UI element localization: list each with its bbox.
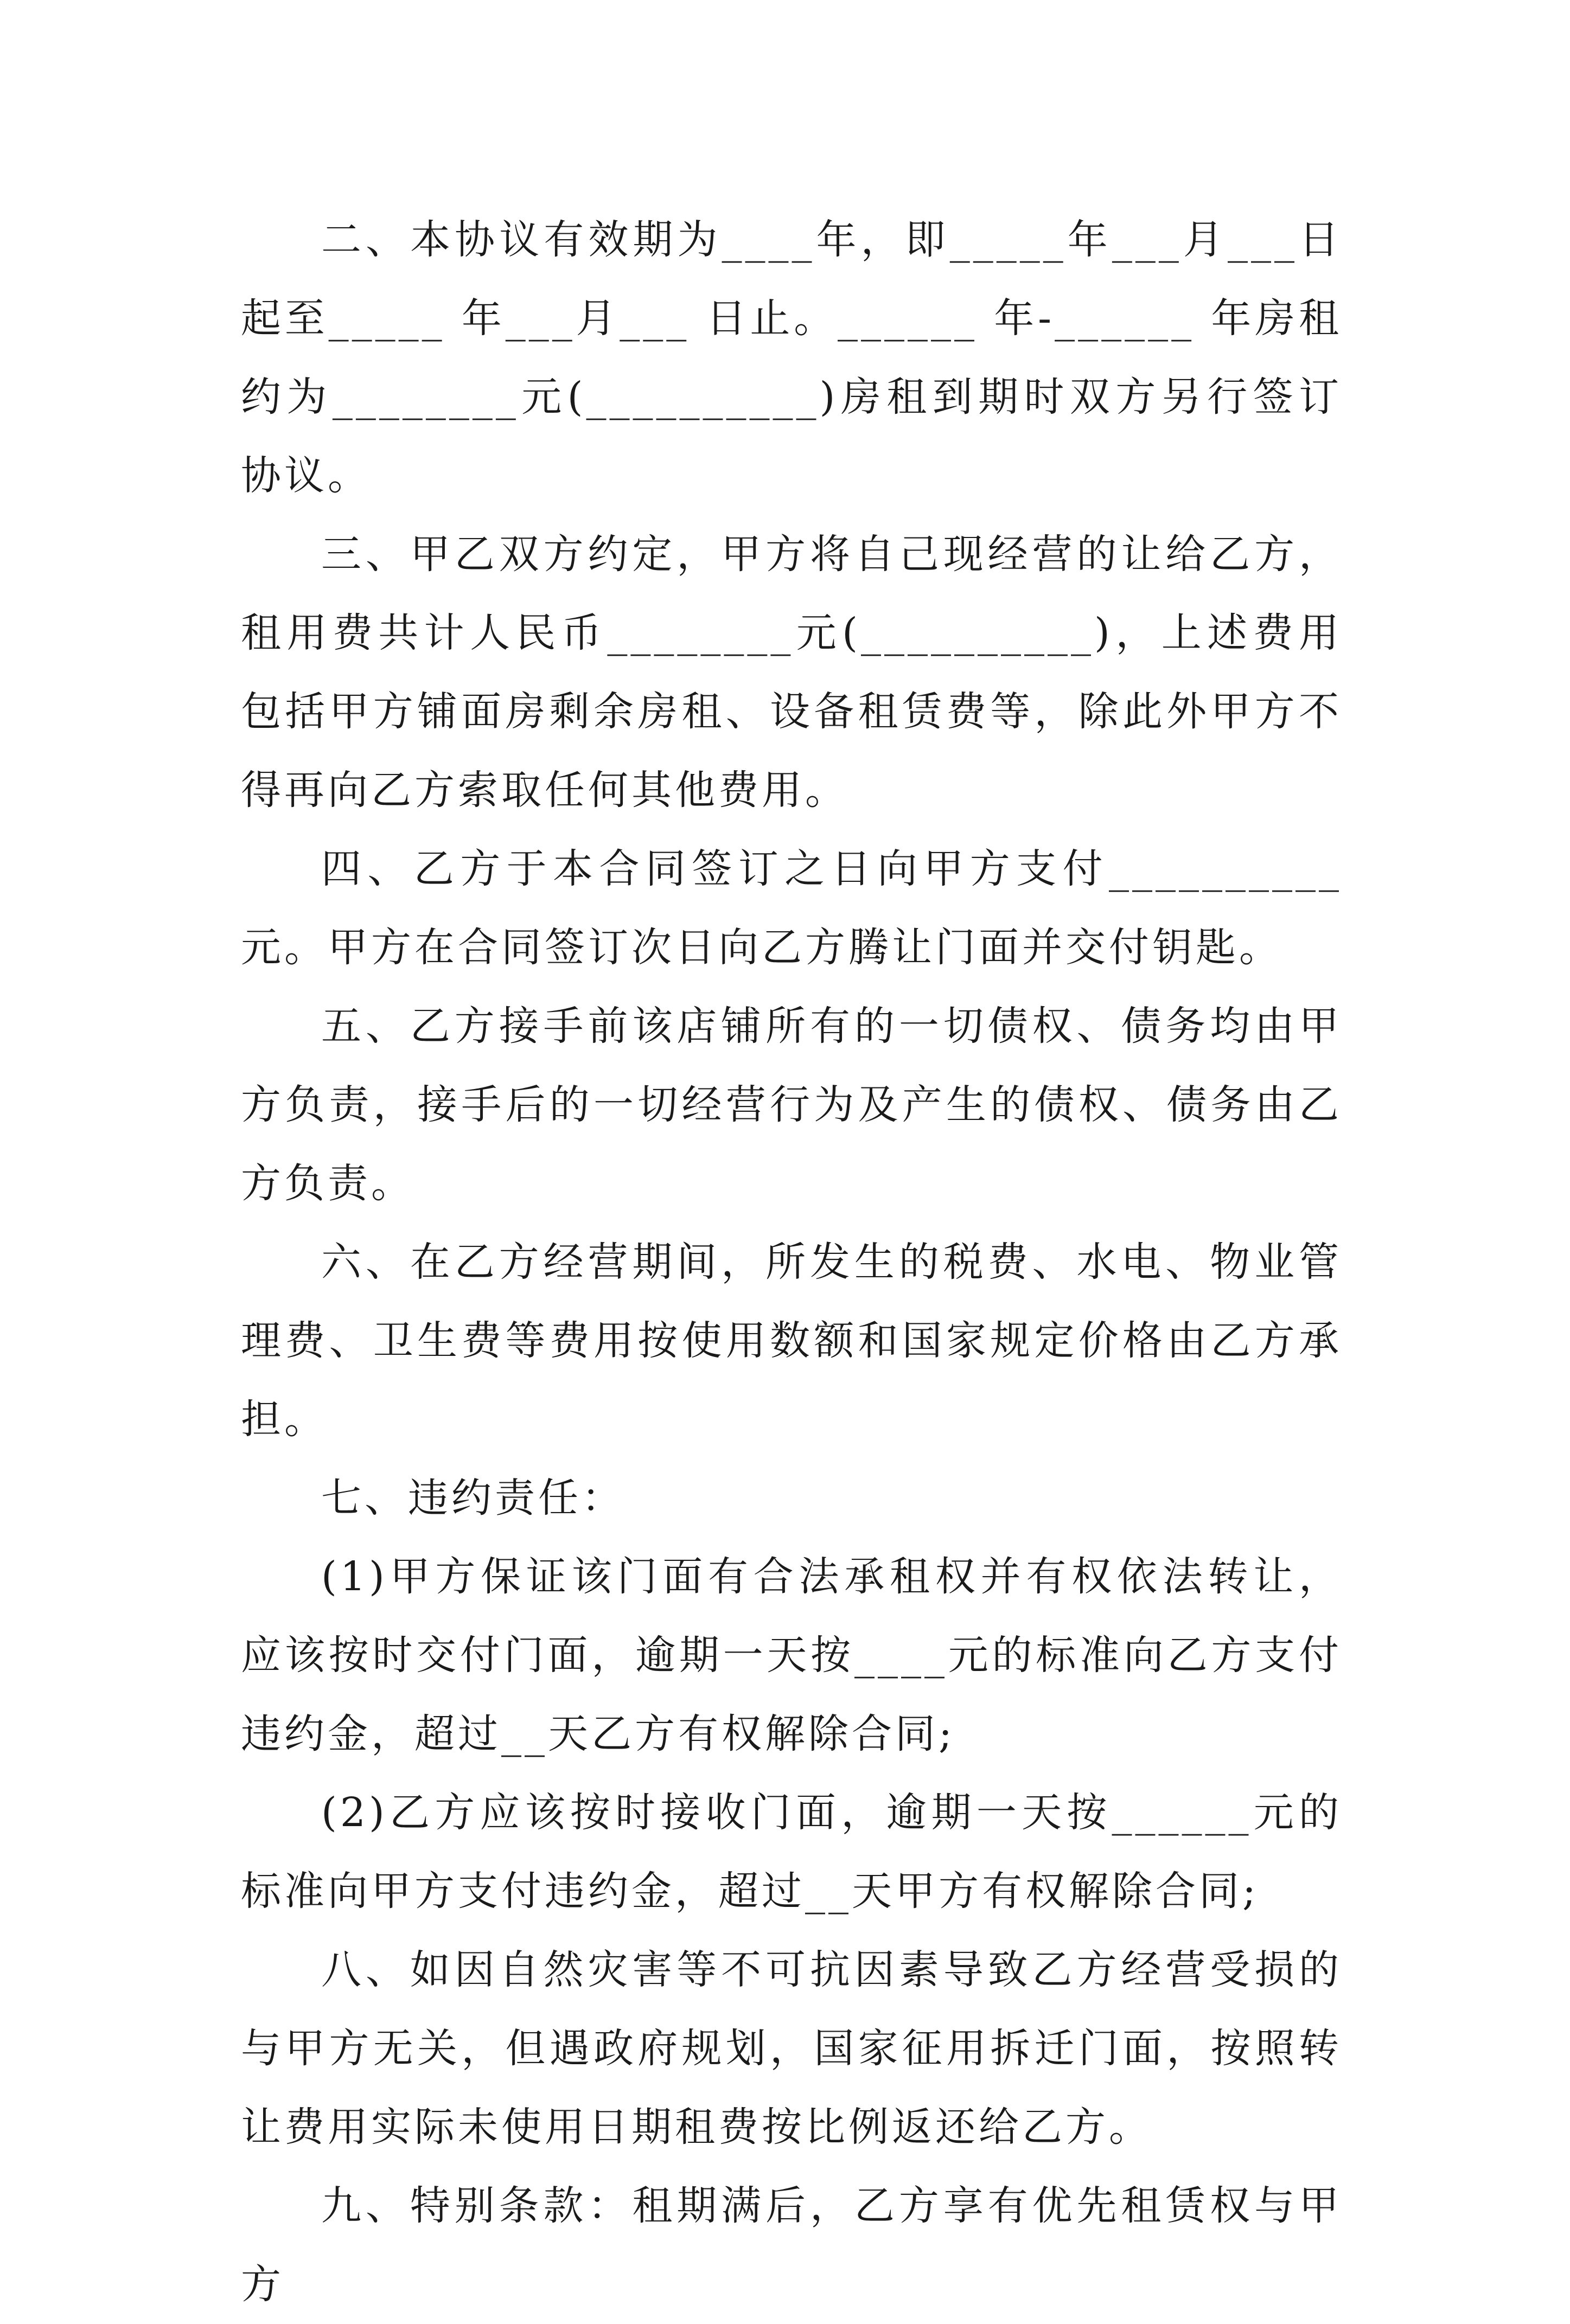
clause-7-breach-heading: 七、违约责任： bbox=[321, 1475, 625, 1521]
clause-9-special-terms: 九、特别条款：租期满后，乙方享有优先租赁权与甲方 bbox=[241, 2182, 1342, 2308]
clause-5-debts: 五、乙方接手前该店铺所有的一切债权、债务均由甲方负责，接手后的一切经营行为及产生的债权、债务由乙方负责。 bbox=[241, 1003, 1342, 1207]
clause-3-transfer-fee: 三、甲乙双方约定，甲方将自己现经营的让给乙方，租用费共计人民币________元(__________)，上述费用包括甲方铺面房剩余房租、设备租赁费等，除此外甲方不得再向乙方索取任何其他费用。 bbox=[241, 531, 1342, 814]
clause-7-item-1: (1)甲方保证该门面有合法承租权并有权依法转让，应该按时交付门面，逾期一天按____元的标准向乙方支付违约金，超过__天乙方有权解除合同; bbox=[241, 1553, 1342, 1757]
clause-2-validity-period: 二、本协议有效期为____年，即_____年___月___日起至_____ 年___月___ 日止。______ 年-______ 年房租约为________元(__________)房租到期时双方另行签订协议。 bbox=[241, 216, 1342, 499]
contract-body bbox=[241, 201, 1342, 2324]
clause-7-item-2: (2)乙方应该按时接收门面，逾期一天按______元的标准向甲方支付违约金，超过__天甲方有权解除合同; bbox=[241, 1789, 1342, 1915]
clause-8-force-majeure: 八、如因自然灾害等不可抗因素导致乙方经营受损的与甲方无关，但遇政府规划，国家征用拆迁门面，按照转让费用实际未使用日期租费按比例返还给乙方。 bbox=[241, 1947, 1342, 2150]
clause-6-fees: 六、在乙方经营期间，所发生的税费、水电、物业管理费、卫生费等费用按使用数额和国家规定价格由乙方承担。 bbox=[241, 1239, 1342, 1443]
clause-4-payment: 四、乙方于本合同签订之日向甲方支付__________元。甲方在合同签订次日向乙方腾让门面并交付钥匙。 bbox=[241, 846, 1342, 971]
